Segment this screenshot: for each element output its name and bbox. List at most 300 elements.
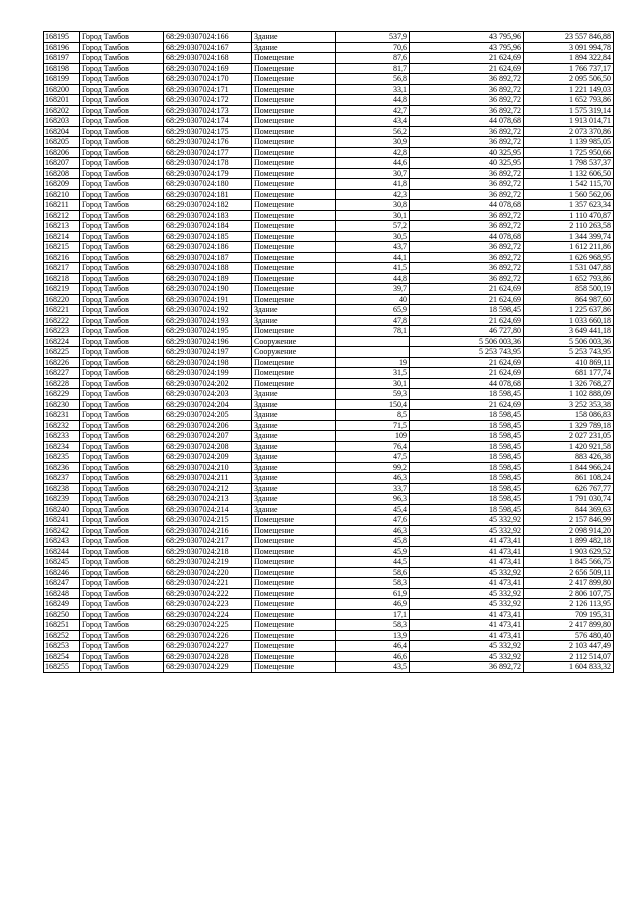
table-row bbox=[44, 515, 614, 526]
cadastral-value-cell: 5 253 743,95 bbox=[524, 347, 614, 358]
area-cell: 44,1 bbox=[336, 252, 410, 263]
object-type-cell: Помещение bbox=[252, 515, 336, 526]
area-cell: 47,6 bbox=[336, 515, 410, 526]
table-row bbox=[44, 567, 614, 578]
area-cell: 41,5 bbox=[336, 263, 410, 274]
row-number-cell: 168215 bbox=[44, 242, 80, 253]
unit-value-cell: 18 598,45 bbox=[410, 473, 524, 484]
row-number-cell: 168244 bbox=[44, 546, 80, 557]
cadastral-number-cell: 68:29:0307024:183 bbox=[164, 210, 252, 221]
object-type-cell: Помещение bbox=[252, 63, 336, 74]
cadastral-number-cell: 68:29:0307024:180 bbox=[164, 179, 252, 190]
object-type-cell: Помещение bbox=[252, 189, 336, 200]
area-cell: 58,3 bbox=[336, 620, 410, 631]
object-type-cell: Помещение bbox=[252, 74, 336, 85]
cadastral-number-cell: 68:29:0307024:207 bbox=[164, 431, 252, 442]
cadastral-value-cell: 2 806 107,75 bbox=[524, 588, 614, 599]
city-cell: Город Тамбов bbox=[80, 315, 164, 326]
cadastral-value-cell: 2 112 514,07 bbox=[524, 651, 614, 662]
area-cell bbox=[336, 347, 410, 358]
row-number-cell: 168198 bbox=[44, 63, 80, 74]
city-cell: Город Тамбов bbox=[80, 473, 164, 484]
row-number-cell: 168239 bbox=[44, 494, 80, 505]
area-cell: 58,3 bbox=[336, 578, 410, 589]
unit-value-cell: 36 892,72 bbox=[410, 179, 524, 190]
cadastral-number-cell: 68:29:0307024:172 bbox=[164, 95, 252, 106]
city-cell: Город Тамбов bbox=[80, 242, 164, 253]
unit-value-cell: 36 892,72 bbox=[410, 126, 524, 137]
row-number-cell: 168217 bbox=[44, 263, 80, 274]
row-number-cell: 168202 bbox=[44, 105, 80, 116]
area-cell: 33,7 bbox=[336, 483, 410, 494]
row-number-cell: 168229 bbox=[44, 389, 80, 400]
row-number-cell: 168242 bbox=[44, 525, 80, 536]
cadastral-value-cell: 709 195,31 bbox=[524, 609, 614, 620]
table-row bbox=[44, 74, 614, 85]
cadastral-value-cell: 2 095 506,50 bbox=[524, 74, 614, 85]
unit-value-cell: 45 332,92 bbox=[410, 588, 524, 599]
object-type-cell: Здание bbox=[252, 462, 336, 473]
row-number-cell: 168231 bbox=[44, 410, 80, 421]
cadastral-number-cell: 68:29:0307024:225 bbox=[164, 620, 252, 631]
unit-value-cell: 36 892,72 bbox=[410, 189, 524, 200]
row-number-cell: 168233 bbox=[44, 431, 80, 442]
table-row bbox=[44, 494, 614, 505]
cadastral-value-cell: 2 417 899,80 bbox=[524, 620, 614, 631]
object-type-cell: Помещение bbox=[252, 294, 336, 305]
table-row bbox=[44, 347, 614, 358]
unit-value-cell: 41 473,41 bbox=[410, 536, 524, 547]
cadastral-value-cell: 858 500,19 bbox=[524, 284, 614, 295]
cadastral-value-cell: 2 656 509,11 bbox=[524, 567, 614, 578]
city-cell: Город Тамбов bbox=[80, 609, 164, 620]
city-cell: Город Тамбов bbox=[80, 378, 164, 389]
row-number-cell: 168250 bbox=[44, 609, 80, 620]
unit-value-cell: 21 624,69 bbox=[410, 357, 524, 368]
cadastral-number-cell: 68:29:0307024:219 bbox=[164, 557, 252, 568]
object-type-cell: Помещение bbox=[252, 662, 336, 673]
table-row bbox=[44, 84, 614, 95]
cadastral-value-cell: 1 899 482,18 bbox=[524, 536, 614, 547]
cadastral-value-cell: 576 480,40 bbox=[524, 630, 614, 641]
row-number-cell: 168203 bbox=[44, 116, 80, 127]
object-type-cell: Помещение bbox=[252, 168, 336, 179]
area-cell: 43,4 bbox=[336, 116, 410, 127]
object-type-cell: Помещение bbox=[252, 609, 336, 620]
table-row bbox=[44, 546, 614, 557]
area-cell: 30,1 bbox=[336, 378, 410, 389]
object-type-cell: Помещение bbox=[252, 252, 336, 263]
object-type-cell: Помещение bbox=[252, 567, 336, 578]
cadastral-value-cell: 864 987,60 bbox=[524, 294, 614, 305]
cadastral-number-cell: 68:29:0307024:212 bbox=[164, 483, 252, 494]
cadastral-value-cell: 410 869,11 bbox=[524, 357, 614, 368]
city-cell: Город Тамбов bbox=[80, 116, 164, 127]
table-row bbox=[44, 53, 614, 64]
cadastral-number-cell: 68:29:0307024:189 bbox=[164, 273, 252, 284]
area-cell: 87,6 bbox=[336, 53, 410, 64]
cadastral-number-cell: 68:29:0307024:209 bbox=[164, 452, 252, 463]
cadastral-number-cell: 68:29:0307024:170 bbox=[164, 74, 252, 85]
row-number-cell: 168195 bbox=[44, 32, 80, 43]
city-cell: Город Тамбов bbox=[80, 651, 164, 662]
row-number-cell: 168196 bbox=[44, 42, 80, 53]
object-type-cell: Помещение bbox=[252, 284, 336, 295]
table-row bbox=[44, 189, 614, 200]
cadastral-number-cell: 68:29:0307024:217 bbox=[164, 536, 252, 547]
object-type-cell: Здание bbox=[252, 494, 336, 505]
cadastral-number-cell: 68:29:0307024:188 bbox=[164, 263, 252, 274]
object-type-cell: Здание bbox=[252, 431, 336, 442]
cadastral-value-table bbox=[43, 31, 614, 673]
unit-value-cell: 18 598,45 bbox=[410, 504, 524, 515]
cadastral-value-cell: 1 531 047,88 bbox=[524, 263, 614, 274]
city-cell: Город Тамбов bbox=[80, 32, 164, 43]
city-cell: Город Тамбов bbox=[80, 200, 164, 211]
row-number-cell: 168245 bbox=[44, 557, 80, 568]
city-cell: Город Тамбов bbox=[80, 210, 164, 221]
table-row bbox=[44, 63, 614, 74]
object-type-cell: Помещение bbox=[252, 221, 336, 232]
city-cell: Город Тамбов bbox=[80, 179, 164, 190]
object-type-cell: Помещение bbox=[252, 620, 336, 631]
cadastral-value-cell: 1 766 737,17 bbox=[524, 63, 614, 74]
area-cell: 44,5 bbox=[336, 557, 410, 568]
unit-value-cell: 36 892,72 bbox=[410, 252, 524, 263]
cadastral-value-cell: 5 506 003,36 bbox=[524, 336, 614, 347]
area-cell: 58,6 bbox=[336, 567, 410, 578]
cadastral-number-cell: 68:29:0307024:218 bbox=[164, 546, 252, 557]
object-type-cell: Помещение bbox=[252, 630, 336, 641]
unit-value-cell: 36 892,72 bbox=[410, 84, 524, 95]
object-type-cell: Помещение bbox=[252, 95, 336, 106]
area-cell: 78,1 bbox=[336, 326, 410, 337]
row-number-cell: 168222 bbox=[44, 315, 80, 326]
object-type-cell: Помещение bbox=[252, 200, 336, 211]
city-cell: Город Тамбов bbox=[80, 504, 164, 515]
city-cell: Город Тамбов bbox=[80, 410, 164, 421]
cadastral-number-cell: 68:29:0307024:223 bbox=[164, 599, 252, 610]
unit-value-cell: 36 892,72 bbox=[410, 74, 524, 85]
object-type-cell: Сооружение bbox=[252, 336, 336, 347]
object-type-cell: Помещение bbox=[252, 578, 336, 589]
cadastral-value-cell: 1 225 637,86 bbox=[524, 305, 614, 316]
cadastral-value-cell: 1 542 115,70 bbox=[524, 179, 614, 190]
city-cell: Город Тамбов bbox=[80, 84, 164, 95]
table-row bbox=[44, 557, 614, 568]
object-type-cell: Помещение bbox=[252, 137, 336, 148]
table-row bbox=[44, 651, 614, 662]
table-row bbox=[44, 252, 614, 263]
row-number-cell: 168201 bbox=[44, 95, 80, 106]
table-row bbox=[44, 588, 614, 599]
area-cell: 56,8 bbox=[336, 74, 410, 85]
object-type-cell: Помещение bbox=[252, 599, 336, 610]
table-row bbox=[44, 231, 614, 242]
cadastral-value-cell: 626 767,77 bbox=[524, 483, 614, 494]
row-number-cell: 168235 bbox=[44, 452, 80, 463]
cadastral-value-cell: 3 649 441,18 bbox=[524, 326, 614, 337]
cadastral-number-cell: 68:29:0307024:216 bbox=[164, 525, 252, 536]
unit-value-cell: 44 078,68 bbox=[410, 116, 524, 127]
object-type-cell: Помещение bbox=[252, 210, 336, 221]
area-cell: 45,8 bbox=[336, 536, 410, 547]
unit-value-cell: 18 598,45 bbox=[410, 305, 524, 316]
cadastral-number-cell: 68:29:0307024:215 bbox=[164, 515, 252, 526]
object-type-cell: Помещение bbox=[252, 179, 336, 190]
row-number-cell: 168241 bbox=[44, 515, 80, 526]
row-number-cell: 168236 bbox=[44, 462, 80, 473]
table-row bbox=[44, 462, 614, 473]
object-type-cell: Помещение bbox=[252, 357, 336, 368]
area-cell: 44,8 bbox=[336, 95, 410, 106]
unit-value-cell: 18 598,45 bbox=[410, 452, 524, 463]
unit-value-cell: 18 598,45 bbox=[410, 462, 524, 473]
city-cell: Город Тамбов bbox=[80, 588, 164, 599]
cadastral-value-cell: 1 894 322,84 bbox=[524, 53, 614, 64]
city-cell: Город Тамбов bbox=[80, 63, 164, 74]
object-type-cell: Здание bbox=[252, 410, 336, 421]
cadastral-number-cell: 68:29:0307024:179 bbox=[164, 168, 252, 179]
object-type-cell: Помещение bbox=[252, 525, 336, 536]
city-cell: Город Тамбов bbox=[80, 368, 164, 379]
cadastral-value-cell: 3 091 994,78 bbox=[524, 42, 614, 53]
row-number-cell: 168197 bbox=[44, 53, 80, 64]
cadastral-number-cell: 68:29:0307024:192 bbox=[164, 305, 252, 316]
cadastral-value-cell: 1 110 470,87 bbox=[524, 210, 614, 221]
cadastral-number-cell: 68:29:0307024:210 bbox=[164, 462, 252, 473]
cadastral-value-cell: 1 132 606,50 bbox=[524, 168, 614, 179]
table-row bbox=[44, 357, 614, 368]
cadastral-value-cell: 861 108,24 bbox=[524, 473, 614, 484]
table-row bbox=[44, 158, 614, 169]
object-type-cell: Здание bbox=[252, 420, 336, 431]
cadastral-value-cell: 1 139 985,05 bbox=[524, 137, 614, 148]
unit-value-cell: 5 506 003,36 bbox=[410, 336, 524, 347]
cadastral-value-cell: 23 557 846,88 bbox=[524, 32, 614, 43]
object-type-cell: Помещение bbox=[252, 242, 336, 253]
cadastral-value-cell: 1 844 966,24 bbox=[524, 462, 614, 473]
table-row bbox=[44, 389, 614, 400]
cadastral-number-cell: 68:29:0307024:167 bbox=[164, 42, 252, 53]
area-cell: 30,7 bbox=[336, 168, 410, 179]
city-cell: Город Тамбов bbox=[80, 347, 164, 358]
table-row bbox=[44, 578, 614, 589]
row-number-cell: 168230 bbox=[44, 399, 80, 410]
row-number-cell: 168212 bbox=[44, 210, 80, 221]
cadastral-number-cell: 68:29:0307024:187 bbox=[164, 252, 252, 263]
city-cell: Город Тамбов bbox=[80, 95, 164, 106]
object-type-cell: Здание bbox=[252, 441, 336, 452]
row-number-cell: 168249 bbox=[44, 599, 80, 610]
row-number-cell: 168226 bbox=[44, 357, 80, 368]
cadastral-number-cell: 68:29:0307024:175 bbox=[164, 126, 252, 137]
cadastral-value-cell: 1 102 888,09 bbox=[524, 389, 614, 400]
city-cell: Город Тамбов bbox=[80, 578, 164, 589]
area-cell: 47,5 bbox=[336, 452, 410, 463]
cadastral-number-cell: 68:29:0307024:224 bbox=[164, 609, 252, 620]
area-cell: 31,5 bbox=[336, 368, 410, 379]
city-cell: Город Тамбов bbox=[80, 263, 164, 274]
unit-value-cell: 44 078,68 bbox=[410, 200, 524, 211]
cadastral-value-cell: 681 177,74 bbox=[524, 368, 614, 379]
row-number-cell: 168210 bbox=[44, 189, 80, 200]
table-row bbox=[44, 431, 614, 442]
city-cell: Город Тамбов bbox=[80, 105, 164, 116]
city-cell: Город Тамбов bbox=[80, 221, 164, 232]
row-number-cell: 168224 bbox=[44, 336, 80, 347]
row-number-cell: 168246 bbox=[44, 567, 80, 578]
row-number-cell: 168248 bbox=[44, 588, 80, 599]
table-row bbox=[44, 410, 614, 421]
area-cell: 42,8 bbox=[336, 147, 410, 158]
table-row bbox=[44, 504, 614, 515]
city-cell: Город Тамбов bbox=[80, 53, 164, 64]
table-row bbox=[44, 368, 614, 379]
cadastral-number-cell: 68:29:0307024:197 bbox=[164, 347, 252, 358]
unit-value-cell: 44 078,68 bbox=[410, 231, 524, 242]
cadastral-number-cell: 68:29:0307024:203 bbox=[164, 389, 252, 400]
unit-value-cell: 36 892,72 bbox=[410, 168, 524, 179]
cadastral-number-cell: 68:29:0307024:181 bbox=[164, 189, 252, 200]
area-cell: 45,9 bbox=[336, 546, 410, 557]
cadastral-number-cell: 68:29:0307024:176 bbox=[164, 137, 252, 148]
cadastral-number-cell: 68:29:0307024:198 bbox=[164, 357, 252, 368]
object-type-cell: Здание bbox=[252, 42, 336, 53]
cadastral-value-cell: 2 110 263,58 bbox=[524, 221, 614, 232]
city-cell: Город Тамбов bbox=[80, 431, 164, 442]
city-cell: Город Тамбов bbox=[80, 326, 164, 337]
object-type-cell: Помещение bbox=[252, 651, 336, 662]
row-number-cell: 168251 bbox=[44, 620, 80, 631]
cadastral-value-cell: 844 369,63 bbox=[524, 504, 614, 515]
area-cell: 41,8 bbox=[336, 179, 410, 190]
unit-value-cell: 41 473,41 bbox=[410, 557, 524, 568]
row-number-cell: 168255 bbox=[44, 662, 80, 673]
row-number-cell: 168216 bbox=[44, 252, 80, 263]
unit-value-cell: 36 892,72 bbox=[410, 95, 524, 106]
object-type-cell: Сооружение bbox=[252, 347, 336, 358]
area-cell: 43,5 bbox=[336, 662, 410, 673]
cadastral-number-cell: 68:29:0307024:168 bbox=[164, 53, 252, 64]
area-cell: 76,4 bbox=[336, 441, 410, 452]
city-cell: Город Тамбов bbox=[80, 462, 164, 473]
row-number-cell: 168200 bbox=[44, 84, 80, 95]
area-cell: 96,3 bbox=[336, 494, 410, 505]
area-cell: 99,2 bbox=[336, 462, 410, 473]
area-cell: 71,5 bbox=[336, 420, 410, 431]
unit-value-cell: 36 892,72 bbox=[410, 210, 524, 221]
cadastral-value-cell: 2 027 231,05 bbox=[524, 431, 614, 442]
unit-value-cell: 45 332,92 bbox=[410, 599, 524, 610]
table-row bbox=[44, 473, 614, 484]
unit-value-cell: 43 795,96 bbox=[410, 32, 524, 43]
unit-value-cell: 45 332,92 bbox=[410, 641, 524, 652]
cadastral-value-cell: 1 420 921,58 bbox=[524, 441, 614, 452]
area-cell: 45,4 bbox=[336, 504, 410, 515]
object-type-cell: Помещение bbox=[252, 263, 336, 274]
cadastral-value-cell: 2 098 914,20 bbox=[524, 525, 614, 536]
city-cell: Город Тамбов bbox=[80, 137, 164, 148]
cadastral-number-cell: 68:29:0307024:184 bbox=[164, 221, 252, 232]
table-body bbox=[44, 32, 614, 673]
cadastral-value-cell: 1 575 319,14 bbox=[524, 105, 614, 116]
unit-value-cell: 18 598,45 bbox=[410, 389, 524, 400]
unit-value-cell: 21 624,69 bbox=[410, 399, 524, 410]
city-cell: Город Тамбов bbox=[80, 305, 164, 316]
unit-value-cell: 41 473,41 bbox=[410, 609, 524, 620]
object-type-cell: Помещение bbox=[252, 326, 336, 337]
area-cell: 81,7 bbox=[336, 63, 410, 74]
cadastral-value-cell: 1 344 399,74 bbox=[524, 231, 614, 242]
city-cell: Город Тамбов bbox=[80, 641, 164, 652]
cadastral-value-cell: 1 652 793,86 bbox=[524, 95, 614, 106]
unit-value-cell: 40 325,95 bbox=[410, 158, 524, 169]
object-type-cell: Помещение bbox=[252, 158, 336, 169]
object-type-cell: Помещение bbox=[252, 378, 336, 389]
area-cell: 46,3 bbox=[336, 473, 410, 484]
object-type-cell: Здание bbox=[252, 504, 336, 515]
city-cell: Город Тамбов bbox=[80, 189, 164, 200]
area-cell: 70,6 bbox=[336, 42, 410, 53]
area-cell: 47,8 bbox=[336, 315, 410, 326]
cadastral-number-cell: 68:29:0307024:169 bbox=[164, 63, 252, 74]
table-row bbox=[44, 630, 614, 641]
table-row bbox=[44, 200, 614, 211]
city-cell: Город Тамбов bbox=[80, 284, 164, 295]
cadastral-number-cell: 68:29:0307024:177 bbox=[164, 147, 252, 158]
area-cell: 537,9 bbox=[336, 32, 410, 43]
table-row bbox=[44, 263, 614, 274]
cadastral-number-cell: 68:29:0307024:193 bbox=[164, 315, 252, 326]
city-cell: Город Тамбов bbox=[80, 126, 164, 137]
unit-value-cell: 36 892,72 bbox=[410, 273, 524, 284]
area-cell: 33,1 bbox=[336, 84, 410, 95]
cadastral-value-cell: 1 612 211,86 bbox=[524, 242, 614, 253]
object-type-cell: Помещение bbox=[252, 147, 336, 158]
table-row bbox=[44, 210, 614, 221]
area-cell: 40 bbox=[336, 294, 410, 305]
cadastral-number-cell: 68:29:0307024:185 bbox=[164, 231, 252, 242]
city-cell: Город Тамбов bbox=[80, 294, 164, 305]
cadastral-value-cell: 3 252 353,38 bbox=[524, 399, 614, 410]
cadastral-value-cell: 1 725 950,66 bbox=[524, 147, 614, 158]
object-type-cell: Помещение bbox=[252, 126, 336, 137]
city-cell: Город Тамбов bbox=[80, 357, 164, 368]
row-number-cell: 168243 bbox=[44, 536, 80, 547]
cadastral-number-cell: 68:29:0307024:220 bbox=[164, 567, 252, 578]
cadastral-number-cell: 68:29:0307024:166 bbox=[164, 32, 252, 43]
area-cell bbox=[336, 336, 410, 347]
row-number-cell: 168223 bbox=[44, 326, 80, 337]
cadastral-number-cell: 68:29:0307024:214 bbox=[164, 504, 252, 515]
cadastral-value-cell: 158 086,83 bbox=[524, 410, 614, 421]
table-row bbox=[44, 599, 614, 610]
row-number-cell: 168234 bbox=[44, 441, 80, 452]
row-number-cell: 168213 bbox=[44, 221, 80, 232]
unit-value-cell: 45 332,92 bbox=[410, 515, 524, 526]
object-type-cell: Здание bbox=[252, 389, 336, 400]
object-type-cell: Помещение bbox=[252, 536, 336, 547]
table-row bbox=[44, 305, 614, 316]
unit-value-cell: 21 624,69 bbox=[410, 315, 524, 326]
unit-value-cell: 46 727,80 bbox=[410, 326, 524, 337]
area-cell: 46,9 bbox=[336, 599, 410, 610]
table-row bbox=[44, 116, 614, 127]
unit-value-cell: 41 473,41 bbox=[410, 578, 524, 589]
city-cell: Город Тамбов bbox=[80, 546, 164, 557]
cadastral-number-cell: 68:29:0307024:208 bbox=[164, 441, 252, 452]
